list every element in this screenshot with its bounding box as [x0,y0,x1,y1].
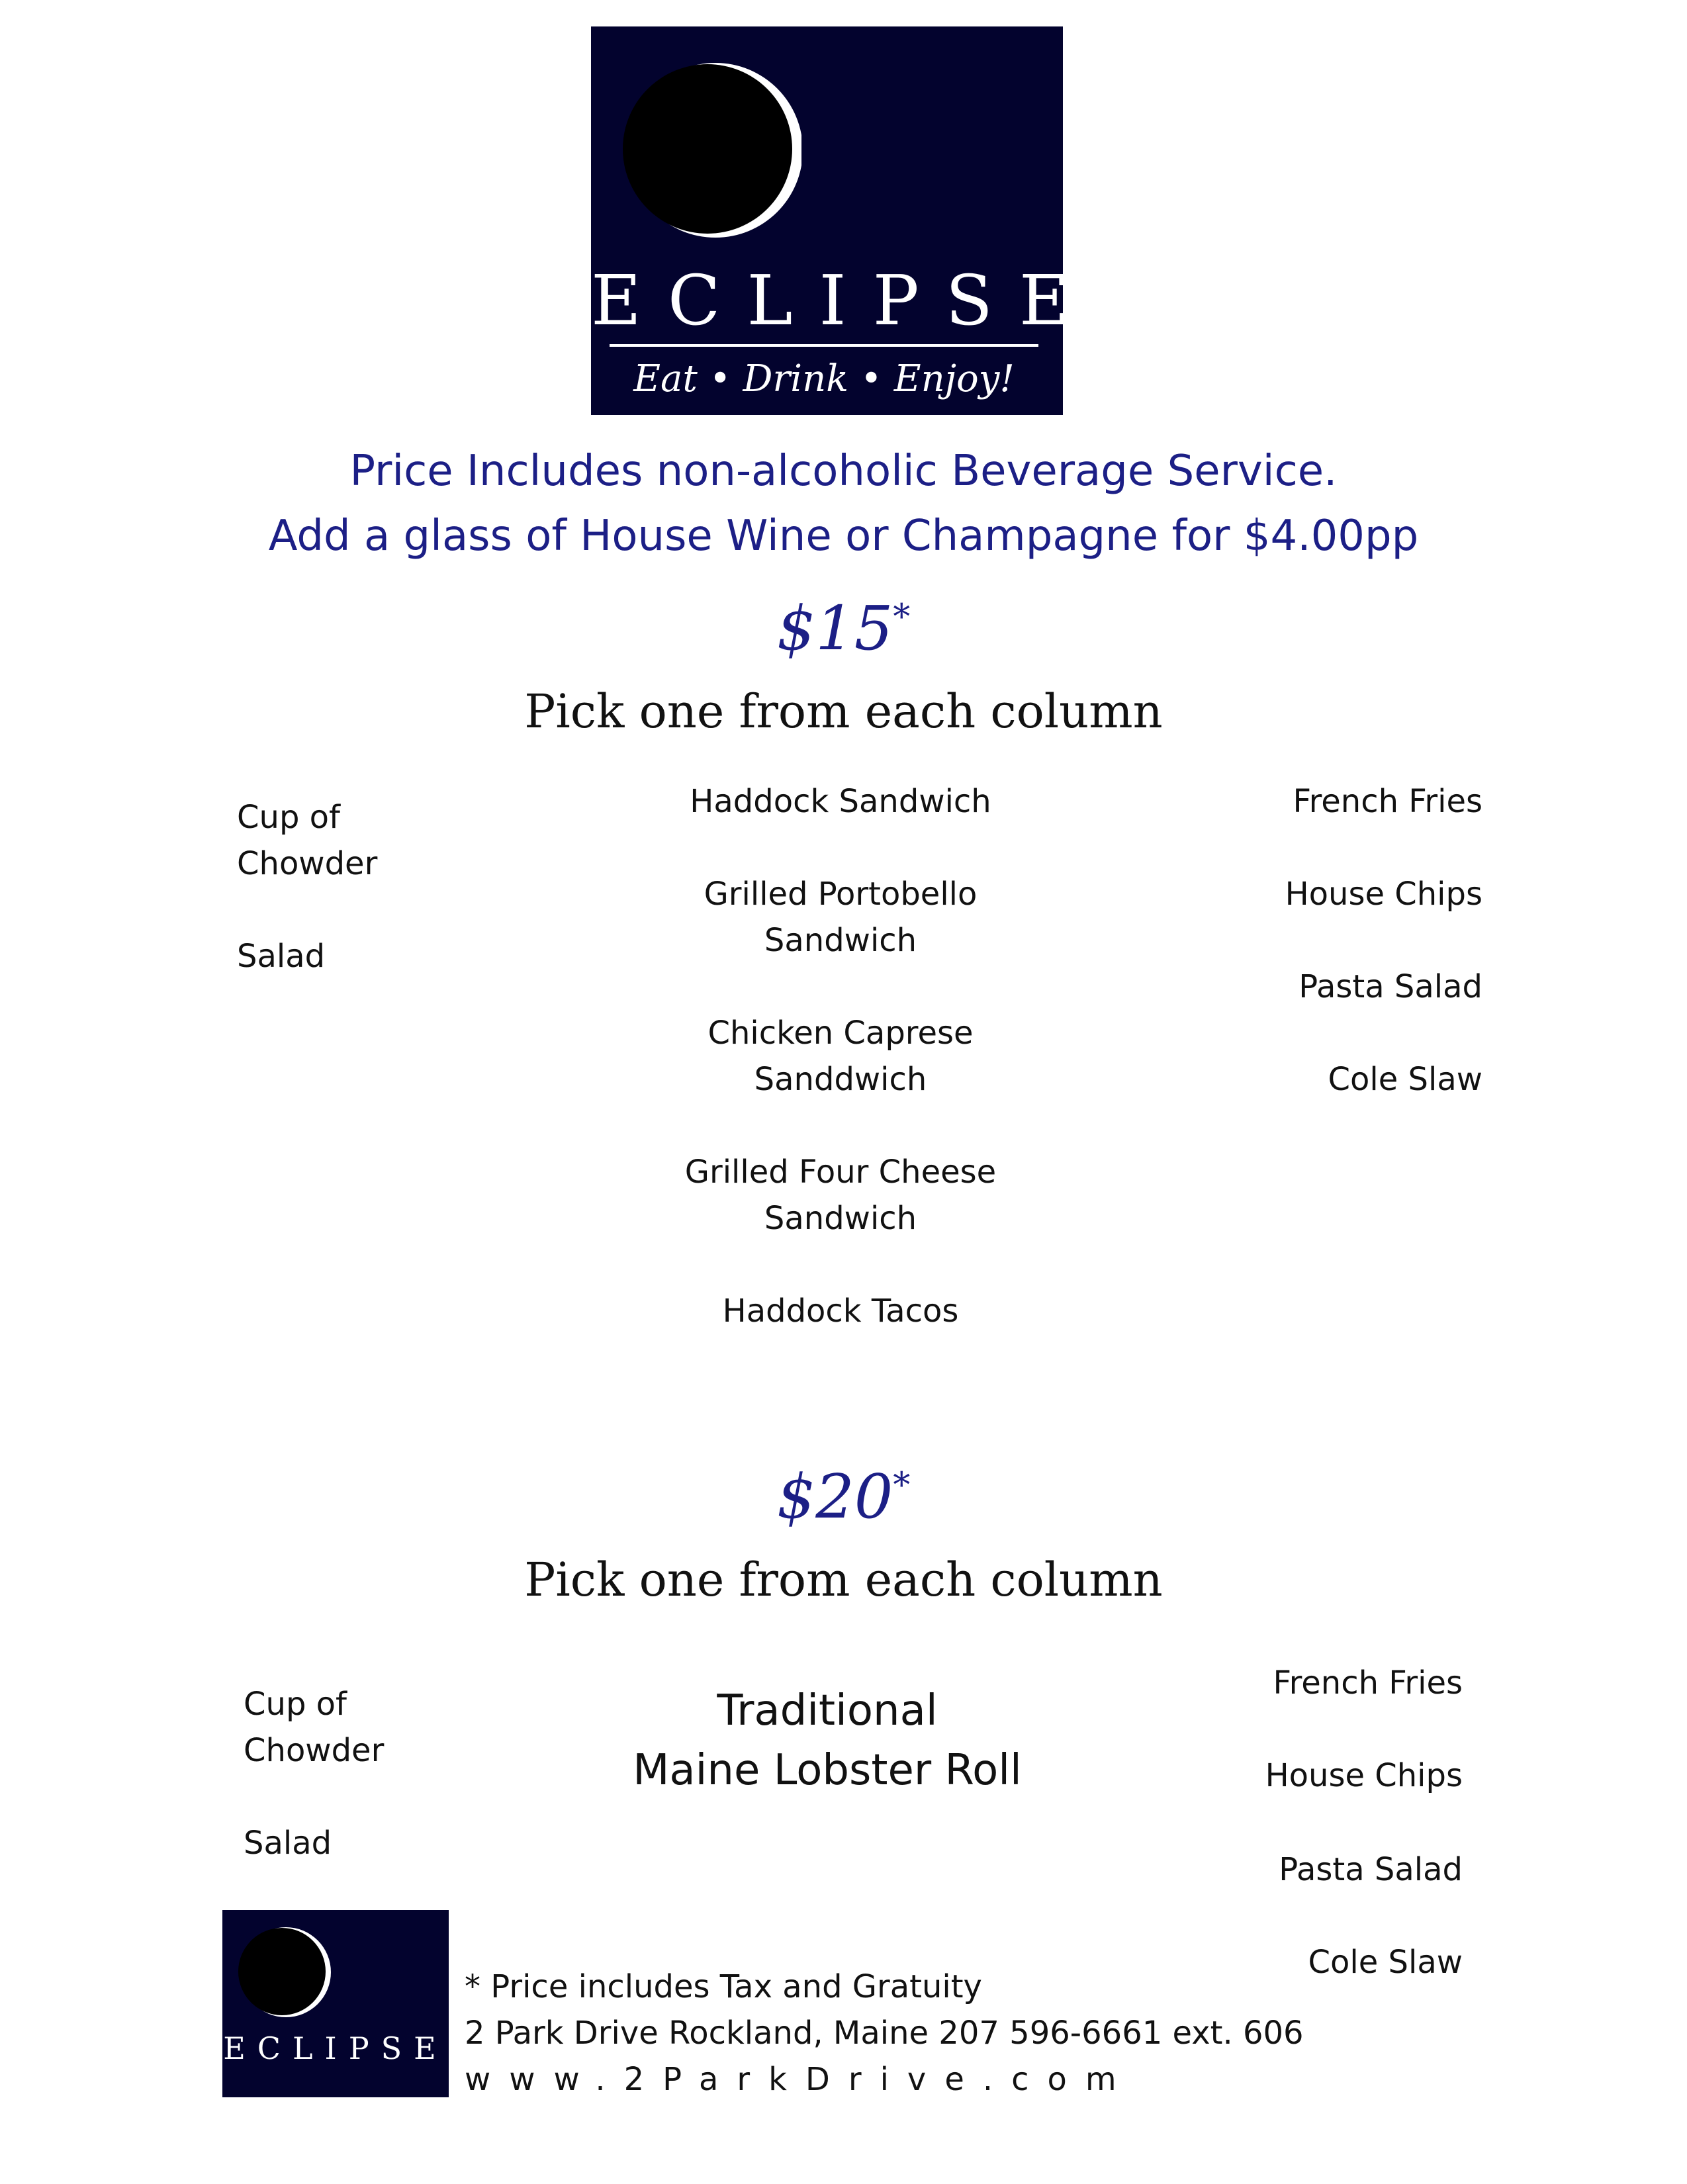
menu15-center-item: Chicken Caprese [707,1015,974,1052]
menu20-center-item: Maine Lobster Roll [633,1746,1022,1795]
menu15-right-item: Pasta Salad [1299,968,1482,1005]
menu15-center-item: Grilled Four Cheese [684,1154,997,1191]
logo-wordmark: ECLIPSE [591,260,1096,341]
menu20-left-item: Chowder [244,1732,385,1769]
menu15-right-item: House Chips [1285,876,1482,913]
eclipse-moon-icon [238,1926,331,2019]
menu15-center-item: Haddock Tacos [722,1293,959,1330]
price-15: $15* [776,593,911,664]
menu20-left-item: Salad [244,1825,332,1862]
footer-logo [222,1910,449,2097]
address: 2 Park Drive Rockland, Maine 207 596-6661 ext. 606 [465,2015,1304,2052]
website-link[interactable]: www.2ParkDrive.com [465,2061,1135,2098]
menu20-right-item: Cole Slaw [1308,1944,1463,1981]
menu15-left-item: Chowder [237,845,378,882]
menu20-left-item: Cup of [244,1686,347,1723]
menu15-center-item: Haddock Sandwich [690,783,991,820]
beverage-note-line1: Price Includes non-alcoholic Beverage Service. [349,447,1338,496]
price-20: $20* [776,1461,911,1532]
menu15-center-item: Sandwich [764,922,917,959]
beverage-note-line2: Add a glass of House Wine or Champagne for $4.00pp [268,512,1419,561]
menu15-center-item: Grilled Portobello [704,876,978,913]
price-footnote: * Price includes Tax and Gratuity [465,1968,982,2005]
menu20-right-item: Pasta Salad [1279,1851,1463,1888]
logo-tagline: Eat • Drink • Enjoy! [633,357,1015,400]
menu15-right-item: French Fries [1293,783,1482,820]
menu15-center-item: Sandwich [764,1200,917,1237]
menu15-left-item: Salad [237,938,326,975]
footer-logo-wordmark: ECLIPSE [223,2030,448,2066]
logo-divider [610,344,1038,347]
menu20-right-item: French Fries [1273,1664,1463,1702]
eclipse-logo [591,26,1096,415]
menu15-right-item: Cole Slaw [1328,1061,1482,1098]
menu15-left-item: Cup of [237,799,340,836]
pick-instructions-20: Pick one from each column [524,1553,1163,1607]
menu20-center-item: Traditional [717,1686,938,1735]
pick-instructions-15: Pick one from each column [524,684,1163,739]
eclipse-moon-icon [623,61,801,240]
menu20-right-item: House Chips [1265,1757,1463,1794]
menu15-center-item: Sanddwich [754,1061,927,1098]
